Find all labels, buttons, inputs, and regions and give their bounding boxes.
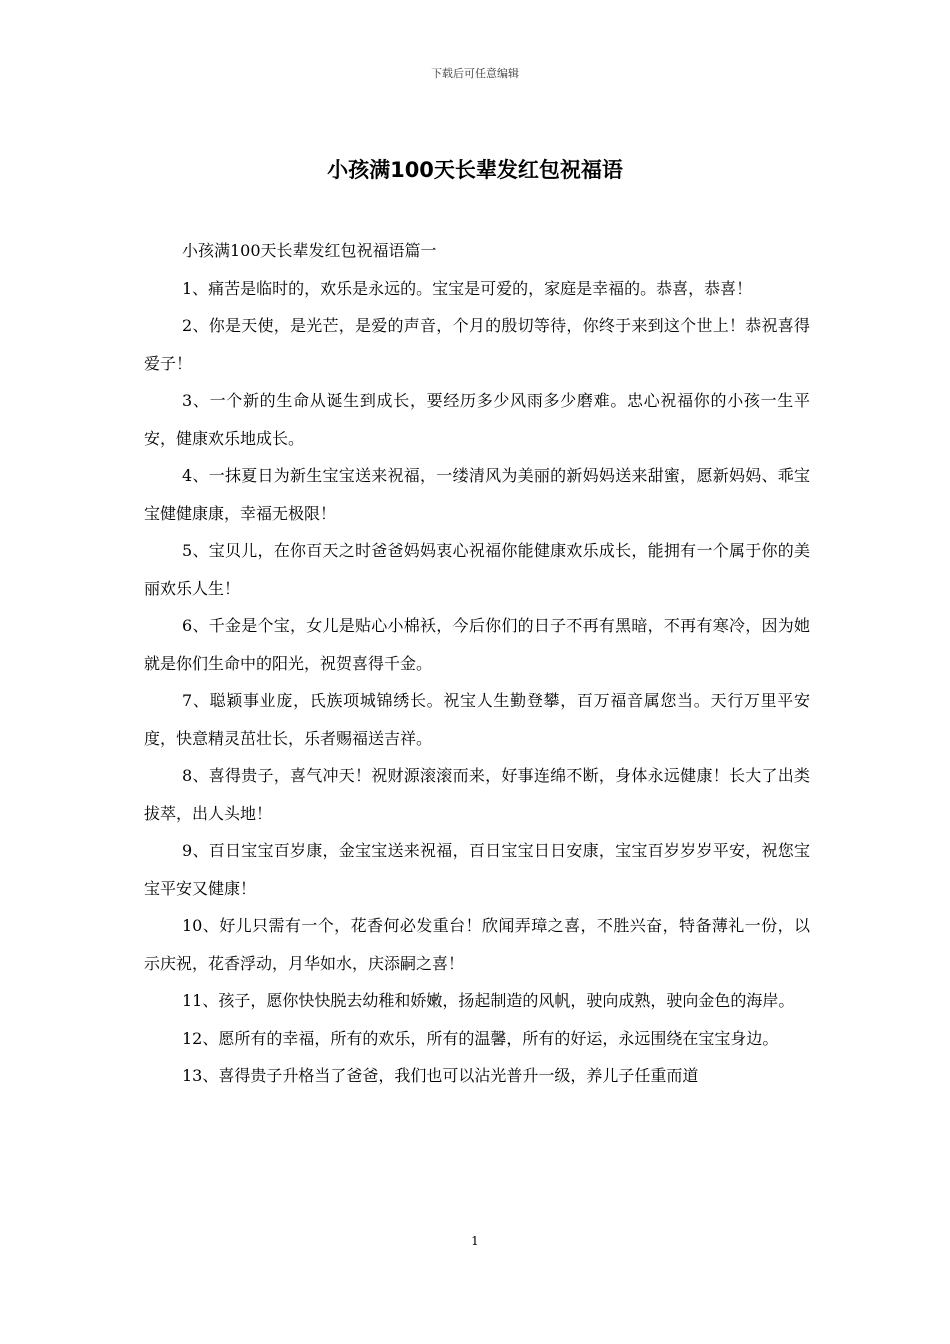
paragraph-2: 2、你是天使，是光芒，是爱的声音，个月的殷切等待，你终于来到这个世上！恭祝喜得爱子！ [144,316,810,373]
document-body [144,232,810,1095]
paragraph-6: 6、千金是个宝，女儿是贴心小棉袄，今后你们的日子不再有黑暗，不再有寒冷，因为她就是你们生命中的阳光，祝贺喜得千金。 [144,616,810,673]
paragraph-13: 13、喜得贵子升格当了爸爸，我们也可以沾光普升一级，养儿子任重而道 [182,1066,699,1085]
paragraph-8: 8、喜得贵子，喜气冲天！祝财源滚滚而来，好事连绵不断，身体永远健康！长大了出类拔萃，出人头地！ [144,766,810,823]
paragraph-10: 10、好儿只需有一个，花香何必发重台！欣闻弄璋之喜，不胜兴奋，特备薄礼一份，以示庆祝，花香浮动，月华如水，庆添嗣之喜！ [144,916,810,973]
section-heading: 小孩满100天长辈发红包祝福语篇一 [182,241,437,260]
paragraph-4: 4、一抹夏日为新生宝宝送来祝福，一缕清风为美丽的新妈妈送来甜蜜，愿新妈妈、乖宝宝健健康康，幸福无极限！ [144,466,810,523]
paragraph-1: 1、痛苦是临时的，欢乐是永远的。宝宝是可爱的，家庭是幸福的。恭喜，恭喜！ [182,278,753,298]
paragraph-9: 9、百日宝宝百岁康，金宝宝送来祝福，百日宝宝日日安康，宝宝百岁岁岁平安，祝您宝宝平安又健康！ [144,841,810,898]
header-note: 下载后可任意编辑 [431,67,519,80]
paragraph-12: 12、愿所有的幸福，所有的欢乐，所有的温馨，所有的好运，永远围绕在宝宝身边。 [182,1028,779,1048]
paragraph-7: 7、聪颖事业庞，氏族项城锦绣长。祝宝人生勤登攀，百万福音属您当。天行万里平安度，快意精灵茁壮长，乐者赐福送吉祥。 [144,691,810,748]
paragraph-5: 5、宝贝儿，在你百天之时爸爸妈妈衷心祝福你能健康欢乐成长，能拥有一个属于你的美丽欢乐人生！ [144,541,810,598]
page-number: 1 [471,1234,479,1248]
paragraph-11: 11、孩子，愿你快快脱去幼稚和娇嫩，扬起制造的风帆，驶向成熟，驶向金色的海岸。 [182,991,795,1010]
paragraph-3: 3、一个新的生命从诞生到成长，要经历多少风雨多少磨难。忠心祝福你的小孩一生平安，健康欢乐地成长。 [144,391,810,448]
document-title: 小孩满100天长辈发红包祝福语 [327,158,623,182]
